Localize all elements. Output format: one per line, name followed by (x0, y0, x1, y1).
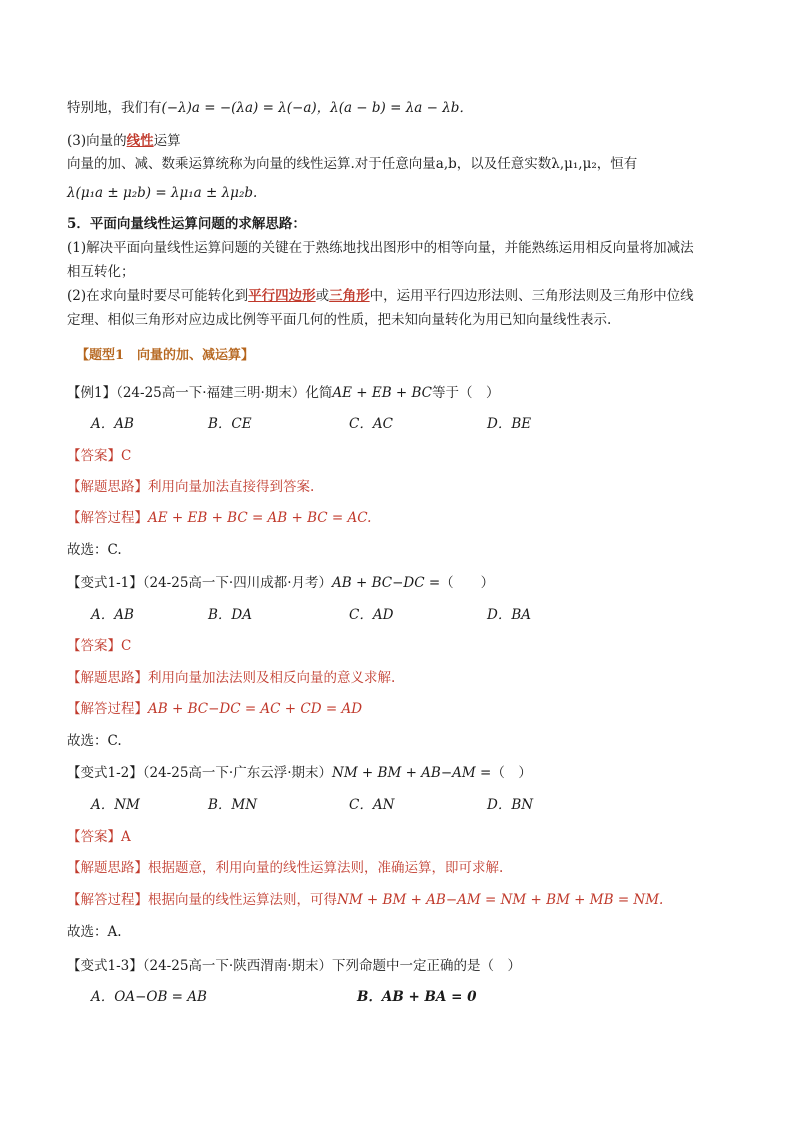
problem-2-option-d[interactable]: D．BA (487, 607, 531, 623)
problem-2-option-c[interactable]: C．AD (349, 607, 394, 623)
section5-title: 5．平面向量线性运算问题的求解思路： (67, 216, 306, 232)
answer-label: 【答案】 (67, 829, 121, 845)
special-line (67, 98, 473, 118)
idea-label: 【解题思路】 (67, 860, 148, 876)
idea-label: 【解题思路】 (67, 479, 148, 495)
answer-value: C (121, 448, 132, 464)
problem-4-option-b[interactable]: B．AB + BA = 0 (357, 989, 477, 1005)
problem-1-expr: AE + EB + BC (332, 385, 433, 401)
linear-formula: λ(μ₁a ± μ₂b) = λμ₁a ± λμ₂b. (67, 185, 258, 201)
special-prefix: 特别地，我们有 (67, 100, 162, 116)
idea-label: 【解题思路】 (67, 670, 148, 686)
problem-3-option-c[interactable]: C．AN (349, 797, 395, 813)
process-label: 【解答过程】 (67, 510, 148, 526)
problem-1-title: 【例1】（24-25高一下·福建三明·期末）化简 (67, 385, 333, 401)
problem-2-process (67, 699, 362, 719)
section5-point2-a (67, 286, 694, 306)
idea-text: 根据题意，利用向量的线性运算法则，准确运算，即可求解. (148, 860, 504, 876)
problem-3-expr: NM + BM + AB−AM (332, 765, 476, 781)
process-text: AB + BC−DC = AC + CD = AD (148, 701, 363, 717)
linear-desc: 向量的加、减、数乘运算统称为向量的线性运算.对于任意向量a,b，以及任意实数λ,μ₁,μ₂，恒有 (67, 156, 638, 172)
point2-pre: (2)在求向量时要尽可能转化到 (67, 288, 249, 304)
problem-1-option-d[interactable]: D．BE (487, 416, 532, 432)
problem-4-head: 【变式1-3】（24-25高一下·陕西渭南·期末）下列命题中一定正确的是（ ） (67, 958, 521, 974)
section5-point2-b: 定理、相似三角形对应边成比例等平面几何的性质，把未知向量转化为用已知向量线性表示. (67, 312, 612, 328)
answer-value: A (121, 829, 131, 845)
point2-post: 中，运用平行四边形法则、三角形法则及三角形中位线 (369, 288, 694, 304)
answer-value: C (121, 638, 132, 654)
problem-3-option-a[interactable]: A．NM (91, 797, 140, 813)
special-formula: (−λ)a = −(λa) = λ(−a)，λ(a − b) = λa − λb． (161, 100, 473, 116)
problem-1-answer (67, 446, 131, 466)
problem-2-answer (67, 636, 131, 656)
problem-1-process (67, 508, 371, 528)
problem-3-answer (67, 827, 131, 847)
problem-1-option-c[interactable]: C．AC (349, 416, 393, 432)
section5-point1-a: (1)解决平面向量线性运算问题的关键在于熟练地找出图形中的相等向量，并能熟练运用相反向量将加减法 (67, 240, 694, 256)
problem-2-title: 【变式1-1】（24-25高一下·四川成都·月考） (67, 575, 332, 591)
point2-mid: 或 (315, 288, 330, 304)
process-text: NM + BM + AB−AM = NM + BM + MB = NM. (337, 892, 664, 908)
linear-heading (67, 131, 181, 151)
problem-1-option-a[interactable]: A．AB (91, 416, 134, 432)
problem-4-option-a[interactable]: A．OA−OB = AB (91, 989, 207, 1005)
idea-text: 利用向量加法直接得到答案. (148, 479, 315, 495)
problem-1-choose: 故选：C. (67, 542, 122, 558)
problem-1-head (67, 383, 500, 403)
process-label: 【解答过程】 (67, 701, 148, 717)
problem-2-idea (67, 668, 395, 688)
problem-1-idea (67, 477, 314, 497)
problem-2-option-b[interactable]: B．DA (208, 607, 252, 623)
problem-2-tail: =（ ） (424, 575, 495, 591)
problem-2-expr: AB + BC−DC (332, 575, 425, 591)
idea-text: 利用向量加法法则及相反向量的意义求解. (148, 670, 396, 686)
problem-1-option-b[interactable]: B．CE (208, 416, 252, 432)
problem-3-process (67, 890, 663, 910)
linear-heading-pre: (3)向量的 (67, 133, 127, 149)
process-prefix: 根据向量的线性运算法则，可得 (148, 892, 337, 908)
problem-3-head (67, 763, 532, 783)
section5-point1-b: 相互转化； (67, 264, 135, 280)
answer-label: 【答案】 (67, 448, 121, 464)
problem-1-tail: 等于（ ） (432, 385, 500, 401)
problem-2-head (67, 573, 494, 593)
problem-3-option-d[interactable]: D．BN (487, 797, 534, 813)
problem-3-title: 【变式1-2】（24-25高一下·广东云浮·期末） (67, 765, 332, 781)
answer-label: 【答案】 (67, 638, 121, 654)
process-label: 【解答过程】 (67, 892, 148, 908)
problem-3-option-b[interactable]: B．MN (208, 797, 258, 813)
point2-triangle: 三角形 (329, 288, 370, 304)
problem-3-choose: 故选：A. (67, 924, 122, 940)
linear-heading-suffix: 运算 (153, 133, 181, 149)
problem-3-tail: =（ ） (475, 765, 532, 781)
problem-3-idea (67, 858, 503, 878)
problem-2-option-a[interactable]: A．AB (91, 607, 134, 623)
topic-heading: 【题型1 向量的加、减运算】 (76, 348, 255, 363)
linear-heading-word: 线性 (126, 133, 154, 149)
problem-2-choose: 故选：C. (67, 733, 122, 749)
point2-parallelogram: 平行四边形 (248, 288, 316, 304)
process-text: AE + EB + BC = AB + BC = AC. (148, 510, 372, 526)
